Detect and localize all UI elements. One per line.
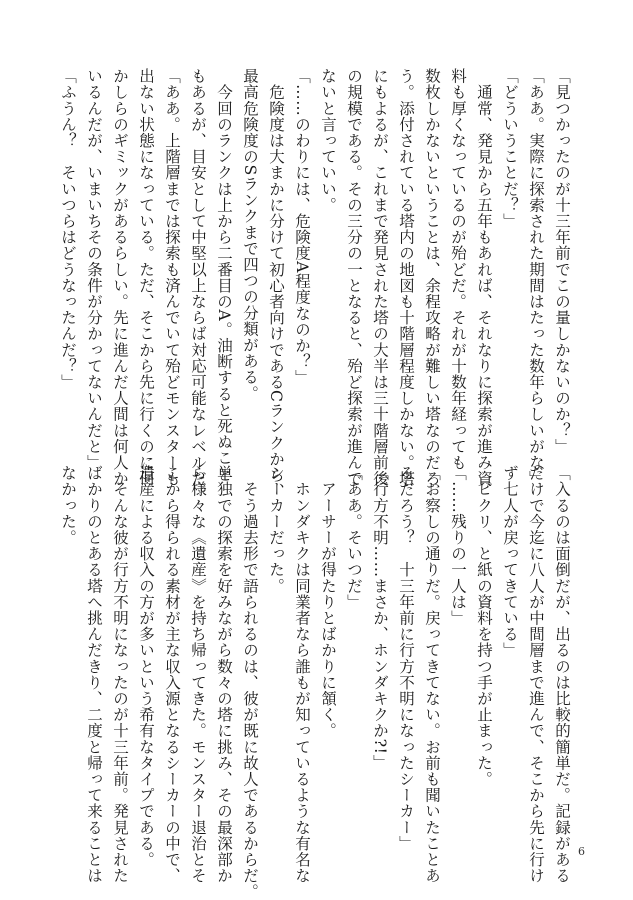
text-line: 「ああ。そいつだ」 bbox=[345, 465, 363, 610]
text-line: かしらのギミックがあるらしい。先に進んだ人間は何人か bbox=[111, 68, 129, 487]
text-line: 「お察しの通りだ。戻ってきてない。お前も聞いたことあ bbox=[423, 465, 441, 884]
text-line: アーサーが得たりとばかりに頷く。 bbox=[319, 465, 337, 739]
text-column-block-top bbox=[55, 68, 575, 503]
text-line: 「ああ。上階層までは探索も済んでいて殆どモンスターも bbox=[163, 68, 181, 487]
text-line: 最高危険度のSランクまで四つの分類がある。 bbox=[241, 68, 259, 402]
text-line: 遺産による収入の方が多いという希有なタイプである。 bbox=[137, 465, 155, 868]
text-line: なかった。 bbox=[59, 465, 77, 546]
text-line: 「ああ。実際に探索された期間はたった数年らしいがな」 bbox=[527, 68, 545, 487]
text-line: う。添付されている塔内の地図も十階層程度しかない。塔 bbox=[397, 68, 415, 487]
text-line: ばかりのとある塔へ挑んだきり、二度と帰って来ることは bbox=[85, 465, 103, 884]
text-line: ピクリ、と紙の資料を持つ手が止まった。 bbox=[475, 465, 493, 787]
text-line: 「どういうことだ？」 bbox=[501, 68, 519, 229]
text-line: 単独での探索を好みながら数々の塔に挑み、その最深部か bbox=[215, 465, 233, 884]
text-line: 「ふうん？ そいつらはどうなったんだ？」 bbox=[59, 68, 77, 390]
text-line: 今回のランクは上から二番目のA。油断すると死ぬこと bbox=[215, 68, 233, 483]
text-line: だけで今迄に八人が中間層まで進んで、そこから先に行け bbox=[527, 465, 545, 884]
text-line: 「……残りの一人は」 bbox=[449, 465, 467, 626]
text-line: 通常、発見から五年もあれば、それなりに探索が進み資 bbox=[475, 68, 493, 487]
text-line: の規模である。その三分の一となると、殆ど探索が進んで bbox=[345, 68, 363, 487]
text-line: そう過去形で語られるのは、彼が既に故人であるからだ。 bbox=[241, 465, 259, 900]
text-line: ら様々な《遺産》を持ち帰ってきた。モンスター退治とそ bbox=[189, 465, 207, 884]
text-line: 危険度は大まかに分けて初心者向けであるCランクから、 bbox=[267, 68, 285, 500]
text-line: ず七人が戻ってきている」 bbox=[501, 465, 519, 659]
text-line: 「行方不明……まさか、ホンダキクか?!」 bbox=[371, 465, 389, 771]
page-number: 6 bbox=[578, 845, 585, 858]
text-column-block-bottom bbox=[55, 465, 575, 900]
text-line: るだろう？ 十三年前に行方不明になったシーカー」 bbox=[397, 465, 415, 852]
text-line: 数枚しかないということは、余程攻略が難しい塔なのだろ bbox=[423, 68, 441, 487]
text-line: 料も厚くなっているのが殆どだ。それが十数年経っても bbox=[449, 68, 467, 471]
text-line: 「……のわりには、危険度A程度なのか？」 bbox=[293, 68, 311, 386]
text-line: 「入るのは面倒だが、出るのは比較的簡単だ。記録がある bbox=[553, 465, 571, 884]
text-line: そんな彼が行方不明になったのが十三年前。発見された bbox=[111, 465, 129, 884]
text-line: シーカーだった。 bbox=[267, 465, 285, 594]
text-line: 「見つかったのが十三年前でこの量しかないのか？」 bbox=[553, 68, 571, 455]
text-line: こから得られる素材が主な収入源となるシーカーの中で、 bbox=[163, 465, 181, 884]
text-line: もあるが、目安として中堅以上ならば対応可能なレベルだ。 bbox=[189, 68, 207, 503]
text-line: 出ない状態になっている。ただ、そこから先に行くのに何 bbox=[137, 68, 155, 487]
text-line: ないと言っていい。 bbox=[319, 68, 337, 213]
text-line: いるんだが、いまいちその条件が分かってないんだと」 bbox=[85, 68, 103, 471]
text-line: にもよるが、これまで発見された塔の大半は三十階層前後 bbox=[371, 68, 389, 487]
text-line: ホンダキクは同業者なら誰もが知っているような有名な bbox=[293, 465, 311, 884]
